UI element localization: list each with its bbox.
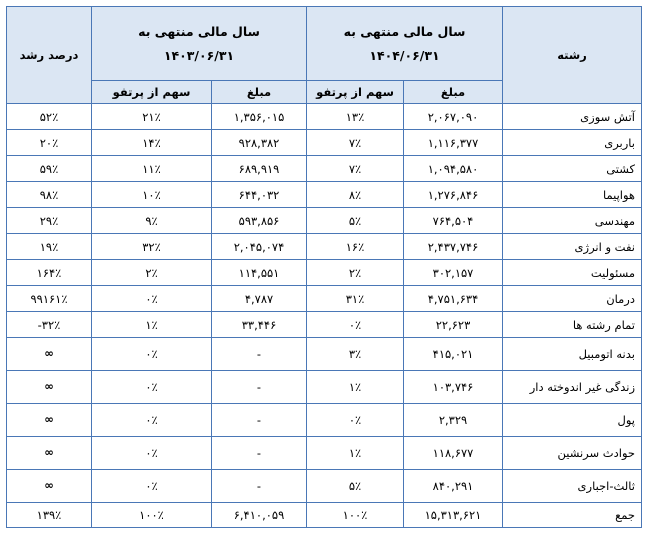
total-share-previous-cell: ۱۰۰٪ bbox=[92, 503, 212, 528]
amount-previous-cell: ۱,۳۵۶,۰۱۵ bbox=[212, 104, 307, 130]
field-name-cell: هواپیما bbox=[503, 182, 642, 208]
amount-previous-cell: - bbox=[212, 437, 307, 470]
growth-cell: ۱۹٪ bbox=[7, 234, 92, 260]
amount-previous-cell: ۱۱۴,۵۵۱ bbox=[212, 260, 307, 286]
share-current-cell: ۱۳٪ bbox=[307, 104, 404, 130]
amount-current-cell: ۱,۰۹۴,۵۸۰ bbox=[404, 156, 503, 182]
table-row bbox=[7, 234, 642, 260]
amount-previous-cell: ۵۹۳,۸۵۶ bbox=[212, 208, 307, 234]
total-amount-previous-cell: ۶,۴۱۰,۰۵۹ bbox=[212, 503, 307, 528]
field-name-cell: باربری bbox=[503, 130, 642, 156]
field-name-cell: زندگی غیر اندوخته دار bbox=[503, 371, 642, 404]
field-name-cell: نفت و انرژی bbox=[503, 234, 642, 260]
header-amount-current: مبلغ bbox=[404, 81, 503, 104]
amount-current-cell: ۱,۲۷۶,۸۴۶ bbox=[404, 182, 503, 208]
share-previous-cell: ۰٪ bbox=[92, 286, 212, 312]
table-row bbox=[7, 208, 642, 234]
table-row bbox=[7, 470, 642, 503]
share-current-cell: ۲٪ bbox=[307, 260, 404, 286]
total-growth-cell: ۱۳۹٪ bbox=[7, 503, 92, 528]
total-amount-current-cell: ۱۵,۳۱۳,۶۲۱ bbox=[404, 503, 503, 528]
header-period-previous: سال مالی منتهی به ۱۴۰۳/۰۶/۳۱ bbox=[92, 7, 307, 81]
share-previous-cell: ۰٪ bbox=[92, 338, 212, 371]
share-current-cell: ۷٪ bbox=[307, 130, 404, 156]
amount-current-cell: ۱۱۸,۶۷۷ bbox=[404, 437, 503, 470]
field-name-cell: بدنه اتومبیل bbox=[503, 338, 642, 371]
table-row bbox=[7, 437, 642, 470]
amount-previous-cell: ۴,۷۸۷ bbox=[212, 286, 307, 312]
growth-cell: ۲۰٪ bbox=[7, 130, 92, 156]
portfolio-table bbox=[6, 6, 642, 528]
table-row bbox=[7, 338, 642, 371]
share-current-cell: ۳۱٪ bbox=[307, 286, 404, 312]
amount-current-cell: ۲,۳۲۹ bbox=[404, 404, 503, 437]
amount-previous-cell: ۹۲۸,۳۸۲ bbox=[212, 130, 307, 156]
header-period-current: سال مالی منتهی به ۱۴۰۴/۰۶/۳۱ bbox=[307, 7, 503, 81]
share-current-cell: ۵٪ bbox=[307, 208, 404, 234]
growth-cell: ۵۲٪ bbox=[7, 104, 92, 130]
field-name-cell: درمان bbox=[503, 286, 642, 312]
field-name-cell: مهندسی bbox=[503, 208, 642, 234]
header-amount-previous: مبلغ bbox=[212, 81, 307, 104]
amount-current-cell: ۷۶۴,۵۰۴ bbox=[404, 208, 503, 234]
share-current-cell: ۳٪ bbox=[307, 338, 404, 371]
table-row bbox=[7, 312, 642, 338]
amount-current-cell: ۱,۱۱۶,۳۷۷ bbox=[404, 130, 503, 156]
table-row bbox=[7, 182, 642, 208]
amount-previous-cell: - bbox=[212, 338, 307, 371]
header-field: رشته bbox=[503, 7, 642, 104]
amount-previous-cell: ۶۴۴,۰۳۲ bbox=[212, 182, 307, 208]
growth-cell: ∞ bbox=[7, 371, 92, 404]
amount-previous-cell: ۲,۰۴۵,۰۷۴ bbox=[212, 234, 307, 260]
share-current-cell: ۰٪ bbox=[307, 404, 404, 437]
field-name-cell: مسئولیت bbox=[503, 260, 642, 286]
field-name-cell: پول bbox=[503, 404, 642, 437]
share-previous-cell: ۲٪ bbox=[92, 260, 212, 286]
growth-cell: ۵۹٪ bbox=[7, 156, 92, 182]
share-previous-cell: ۱۴٪ bbox=[92, 130, 212, 156]
growth-cell: ∞ bbox=[7, 437, 92, 470]
amount-current-cell: ۲,۴۳۷,۷۴۶ bbox=[404, 234, 503, 260]
table-row bbox=[7, 104, 642, 130]
field-name-cell: حوادث سرنشین bbox=[503, 437, 642, 470]
growth-cell: ۹۸٪ bbox=[7, 182, 92, 208]
table-row bbox=[7, 156, 642, 182]
field-name-cell: ثالث-اجباری bbox=[503, 470, 642, 503]
total-share-current-cell: ۱۰۰٪ bbox=[307, 503, 404, 528]
amount-previous-cell: ۶۸۹,۹۱۹ bbox=[212, 156, 307, 182]
share-previous-cell: ۱٪ bbox=[92, 312, 212, 338]
growth-cell: ∞ bbox=[7, 404, 92, 437]
share-previous-cell: ۰٪ bbox=[92, 437, 212, 470]
field-name-cell: کشتی bbox=[503, 156, 642, 182]
share-current-cell: ۱٪ bbox=[307, 437, 404, 470]
field-name-cell: آتش سوزی bbox=[503, 104, 642, 130]
header-share-previous: سهم از پرتفو bbox=[92, 81, 212, 104]
share-current-cell: ۵٪ bbox=[307, 470, 404, 503]
share-previous-cell: ۹٪ bbox=[92, 208, 212, 234]
share-previous-cell: ۰٪ bbox=[92, 371, 212, 404]
share-current-cell: ۰٪ bbox=[307, 312, 404, 338]
growth-cell: ۲۹٪ bbox=[7, 208, 92, 234]
growth-cell: ۱۶۴٪ bbox=[7, 260, 92, 286]
amount-current-cell: ۲,۰۶۷,۰۹۰ bbox=[404, 104, 503, 130]
growth-cell: -۳۲٪ bbox=[7, 312, 92, 338]
share-previous-cell: ۰٪ bbox=[92, 470, 212, 503]
table-row bbox=[7, 404, 642, 437]
growth-cell: ۹۹۱۶۱٪ bbox=[7, 286, 92, 312]
amount-previous-cell: - bbox=[212, 470, 307, 503]
amount-current-cell: ۴,۷۵۱,۶۳۴ bbox=[404, 286, 503, 312]
amount-current-cell: ۳۰۲,۱۵۷ bbox=[404, 260, 503, 286]
share-previous-cell: ۰٪ bbox=[92, 404, 212, 437]
share-previous-cell: ۱۱٪ bbox=[92, 156, 212, 182]
total-row bbox=[7, 503, 642, 528]
share-current-cell: ۷٪ bbox=[307, 156, 404, 182]
amount-current-cell: ۱۰۳,۷۴۶ bbox=[404, 371, 503, 404]
table-row bbox=[7, 260, 642, 286]
header-growth: درصد رشد bbox=[7, 7, 92, 104]
table-row bbox=[7, 286, 642, 312]
share-current-cell: ۱٪ bbox=[307, 371, 404, 404]
amount-current-cell: ۴۱۵,۰۲۱ bbox=[404, 338, 503, 371]
amount-previous-cell: ۳۳,۴۴۶ bbox=[212, 312, 307, 338]
amount-previous-cell: - bbox=[212, 371, 307, 404]
share-current-cell: ۸٪ bbox=[307, 182, 404, 208]
total-label-cell: جمع bbox=[503, 503, 642, 528]
growth-cell: ∞ bbox=[7, 470, 92, 503]
amount-previous-cell: - bbox=[212, 404, 307, 437]
amount-current-cell: ۸۴۰,۲۹۱ bbox=[404, 470, 503, 503]
table-row bbox=[7, 130, 642, 156]
header-share-current: سهم از پرتفو bbox=[307, 81, 404, 104]
share-previous-cell: ۱۰٪ bbox=[92, 182, 212, 208]
table-row bbox=[7, 371, 642, 404]
growth-cell: ∞ bbox=[7, 338, 92, 371]
share-previous-cell: ۲۱٪ bbox=[92, 104, 212, 130]
share-previous-cell: ۳۲٪ bbox=[92, 234, 212, 260]
field-name-cell: تمام رشته ها bbox=[503, 312, 642, 338]
amount-current-cell: ۲۲,۶۲۳ bbox=[404, 312, 503, 338]
share-current-cell: ۱۶٪ bbox=[307, 234, 404, 260]
